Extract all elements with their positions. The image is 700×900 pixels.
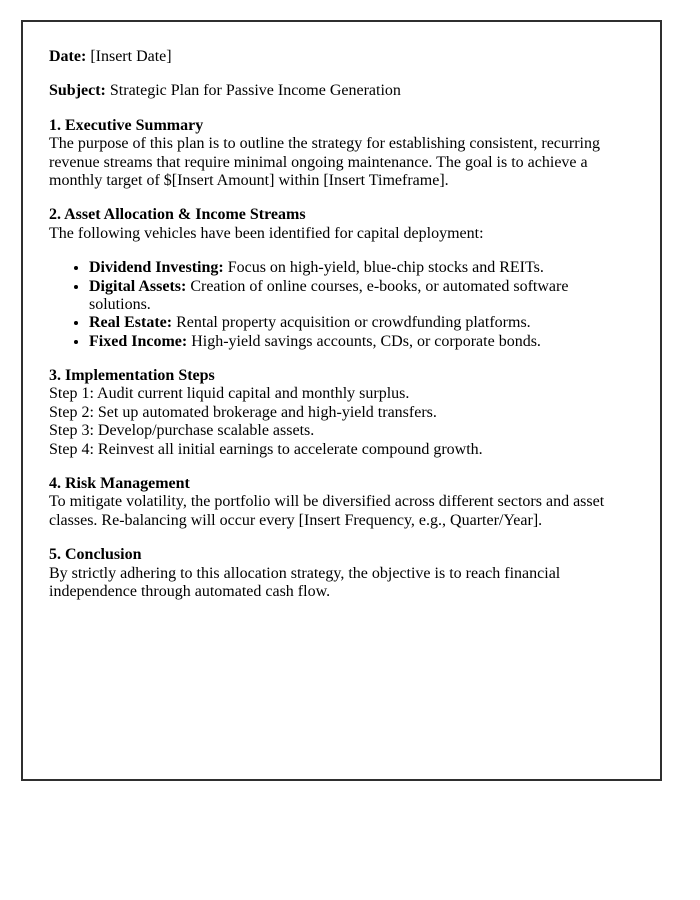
implementation-step-1: Step 1: Audit current liquid capital and monthly surplus. (49, 385, 410, 403)
section-heading-risk-management: 4. Risk Management (49, 475, 190, 493)
subject-value: Strategic Plan for Passive Income Generation (109, 82, 401, 100)
section-body-asset-allocation: The following vehicles have been identified for capital deployment: (49, 224, 484, 242)
list-item-digital-assets (89, 278, 634, 315)
bullet-text: Rental property acquisition or crowdfunding platforms. (172, 314, 531, 332)
section-risk-management (49, 475, 634, 530)
document-page (21, 20, 662, 781)
bullet-label: Fixed Income: (89, 332, 188, 350)
implementation-step-2: Step 2: Set up automated brokerage and high-yield transfers. (49, 403, 437, 421)
list-item-real-estate (89, 314, 634, 332)
subject-line (49, 82, 634, 100)
subject-label: Subject: (49, 82, 106, 100)
bullet-label: Digital Assets: (89, 277, 187, 295)
bullet-text: Focus on high-yield, blue-chip stocks and REITs. (223, 259, 544, 277)
date-line (49, 48, 634, 66)
section-body-conclusion: By strictly adhering to this allocation strategy, the objective is to reach financial independence through automated cash flow. (49, 564, 561, 600)
implementation-step-4: Step 4: Reinvest all initial earnings to accelerate compound growth. (49, 440, 483, 458)
section-asset-allocation (49, 206, 634, 243)
section-heading-asset-allocation: 2. Asset Allocation & Income Streams (49, 206, 306, 224)
date-label: Date: (49, 48, 87, 65)
section-body-risk-management: To mitigate volatility, the portfolio will be diversified across different sectors and asset classes. Re-balancing will occur every [Insert Frequency, e.g., Quarter/Year]. (49, 493, 605, 529)
bullet-text: Creation of online courses, e-books, or automated software solutions. (89, 277, 569, 313)
income-streams-list (49, 259, 634, 351)
section-heading-conclusion: 5. Conclusion (49, 546, 142, 564)
bullet-label: Dividend Investing: (89, 259, 224, 277)
section-body-executive-summary: The purpose of this plan is to outline the strategy for establishing consistent, recurring revenue streams that require minimal ongoing maintenance. The goal is to achieve a monthly target of $[Insert Amount] within [Insert Timeframe]. (49, 135, 600, 189)
bullet-label: Real Estate: (89, 314, 173, 332)
implementation-step-3: Step 3: Develop/purchase scalable assets. (49, 422, 315, 440)
bullet-text: High-yield savings accounts, CDs, or corporate bonds. (187, 332, 541, 350)
section-implementation-steps (49, 367, 634, 459)
list-item-fixed-income (89, 333, 634, 351)
section-conclusion (49, 546, 634, 601)
section-heading-executive-summary: 1. Executive Summary (49, 116, 204, 134)
date-value: [Insert Date] (90, 48, 172, 65)
section-executive-summary (49, 117, 634, 191)
section-heading-implementation-steps: 3. Implementation Steps (49, 367, 215, 385)
list-item-dividend-investing (89, 259, 634, 277)
